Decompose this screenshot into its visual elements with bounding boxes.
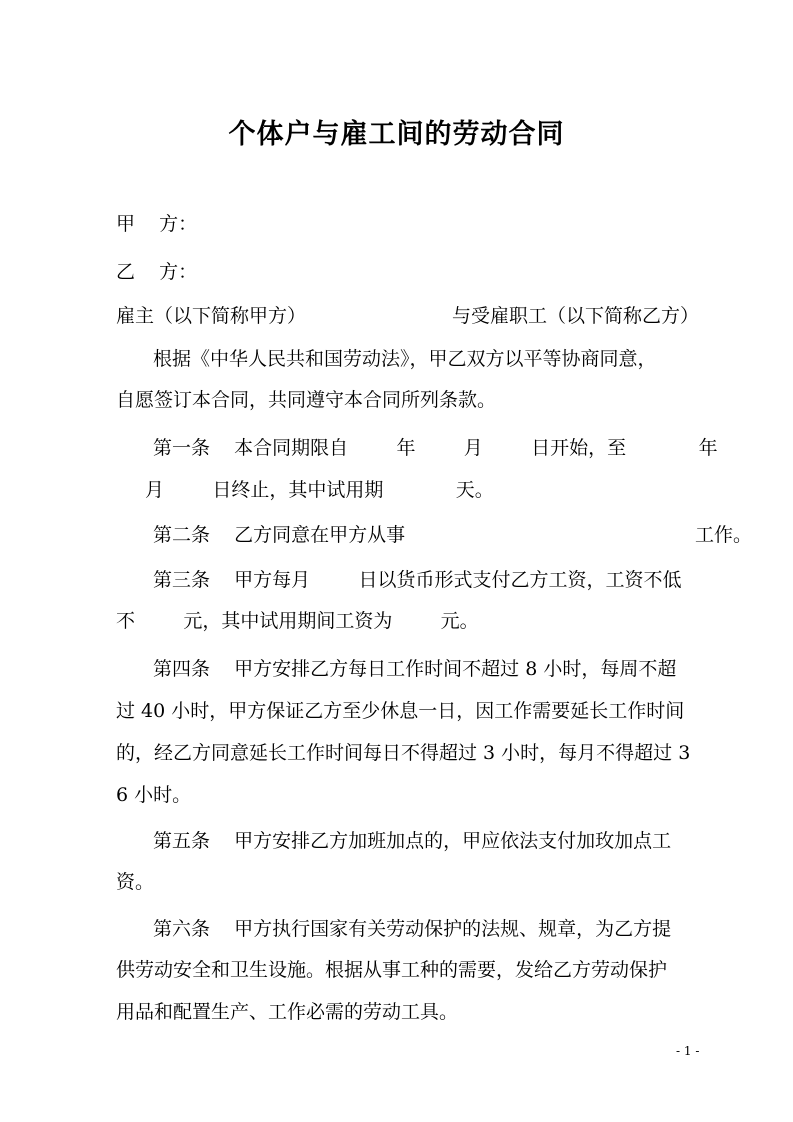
page-number: - 1 - — [676, 1044, 700, 1058]
contract-title: 个体户与雇工间的劳动合同 — [228, 119, 565, 150]
article3-line-1: 第三条 甲方每月 日以货币形式支付乙方工资，工资不低 — [153, 569, 682, 591]
article4-line-3: 的，经乙方同意延长工作时间每日不得超过 3 小时，每月不得超过 3 — [116, 742, 691, 764]
party-a-label: 甲 方： — [116, 213, 198, 235]
article6-line-1: 第六条 甲方执行国家有关劳动保护的法规、规章，为乙方提 — [153, 918, 672, 940]
preamble-line-2: 自愿签订本合同，共同遵守本合同所列条款。 — [116, 389, 497, 411]
article4-line-4: 6 小时。 — [116, 784, 192, 806]
article1-line-1: 第一条 本合同期限自 年 月 日开始，至 年 — [153, 437, 718, 459]
employer-line-left: 雇主（以下简称甲方） — [116, 305, 307, 327]
article5-line-2: 资。 — [116, 871, 155, 893]
article4-line-1: 第四条 甲方安排乙方每日工作时间不超过 8 小时，每周不超 — [153, 658, 677, 680]
party-b-label: 乙 方： — [116, 261, 198, 283]
article2-line: 第二条 乙方同意在甲方从事 工作。 — [153, 524, 753, 546]
article1-line-2: 月 日终止，其中试用期 天。 — [145, 479, 494, 501]
article3-line-2: 不 元，其中试用期间工资为 元。 — [116, 610, 479, 632]
preamble-line-1: 根据《中华人民共和国劳动法》，甲乙双方以平等协商同意， — [153, 348, 657, 370]
article6-line-2: 供劳动安全和卫生设施。根据从事工种的需要，发给乙方劳动保护 — [116, 959, 668, 981]
employer-line-right: 与受雇职工（以下简称乙方） — [452, 305, 700, 327]
article4-line-2: 过 40 小时，甲方保证乙方至少休息一日，因工作需要延长工作时间 — [116, 700, 685, 722]
article6-line-3: 用品和配置生产、工作必需的劳动工具。 — [116, 1001, 459, 1023]
article5-line-1: 第五条 甲方安排乙方加班加点的，甲应依法支付加玫加点工 — [153, 830, 672, 852]
